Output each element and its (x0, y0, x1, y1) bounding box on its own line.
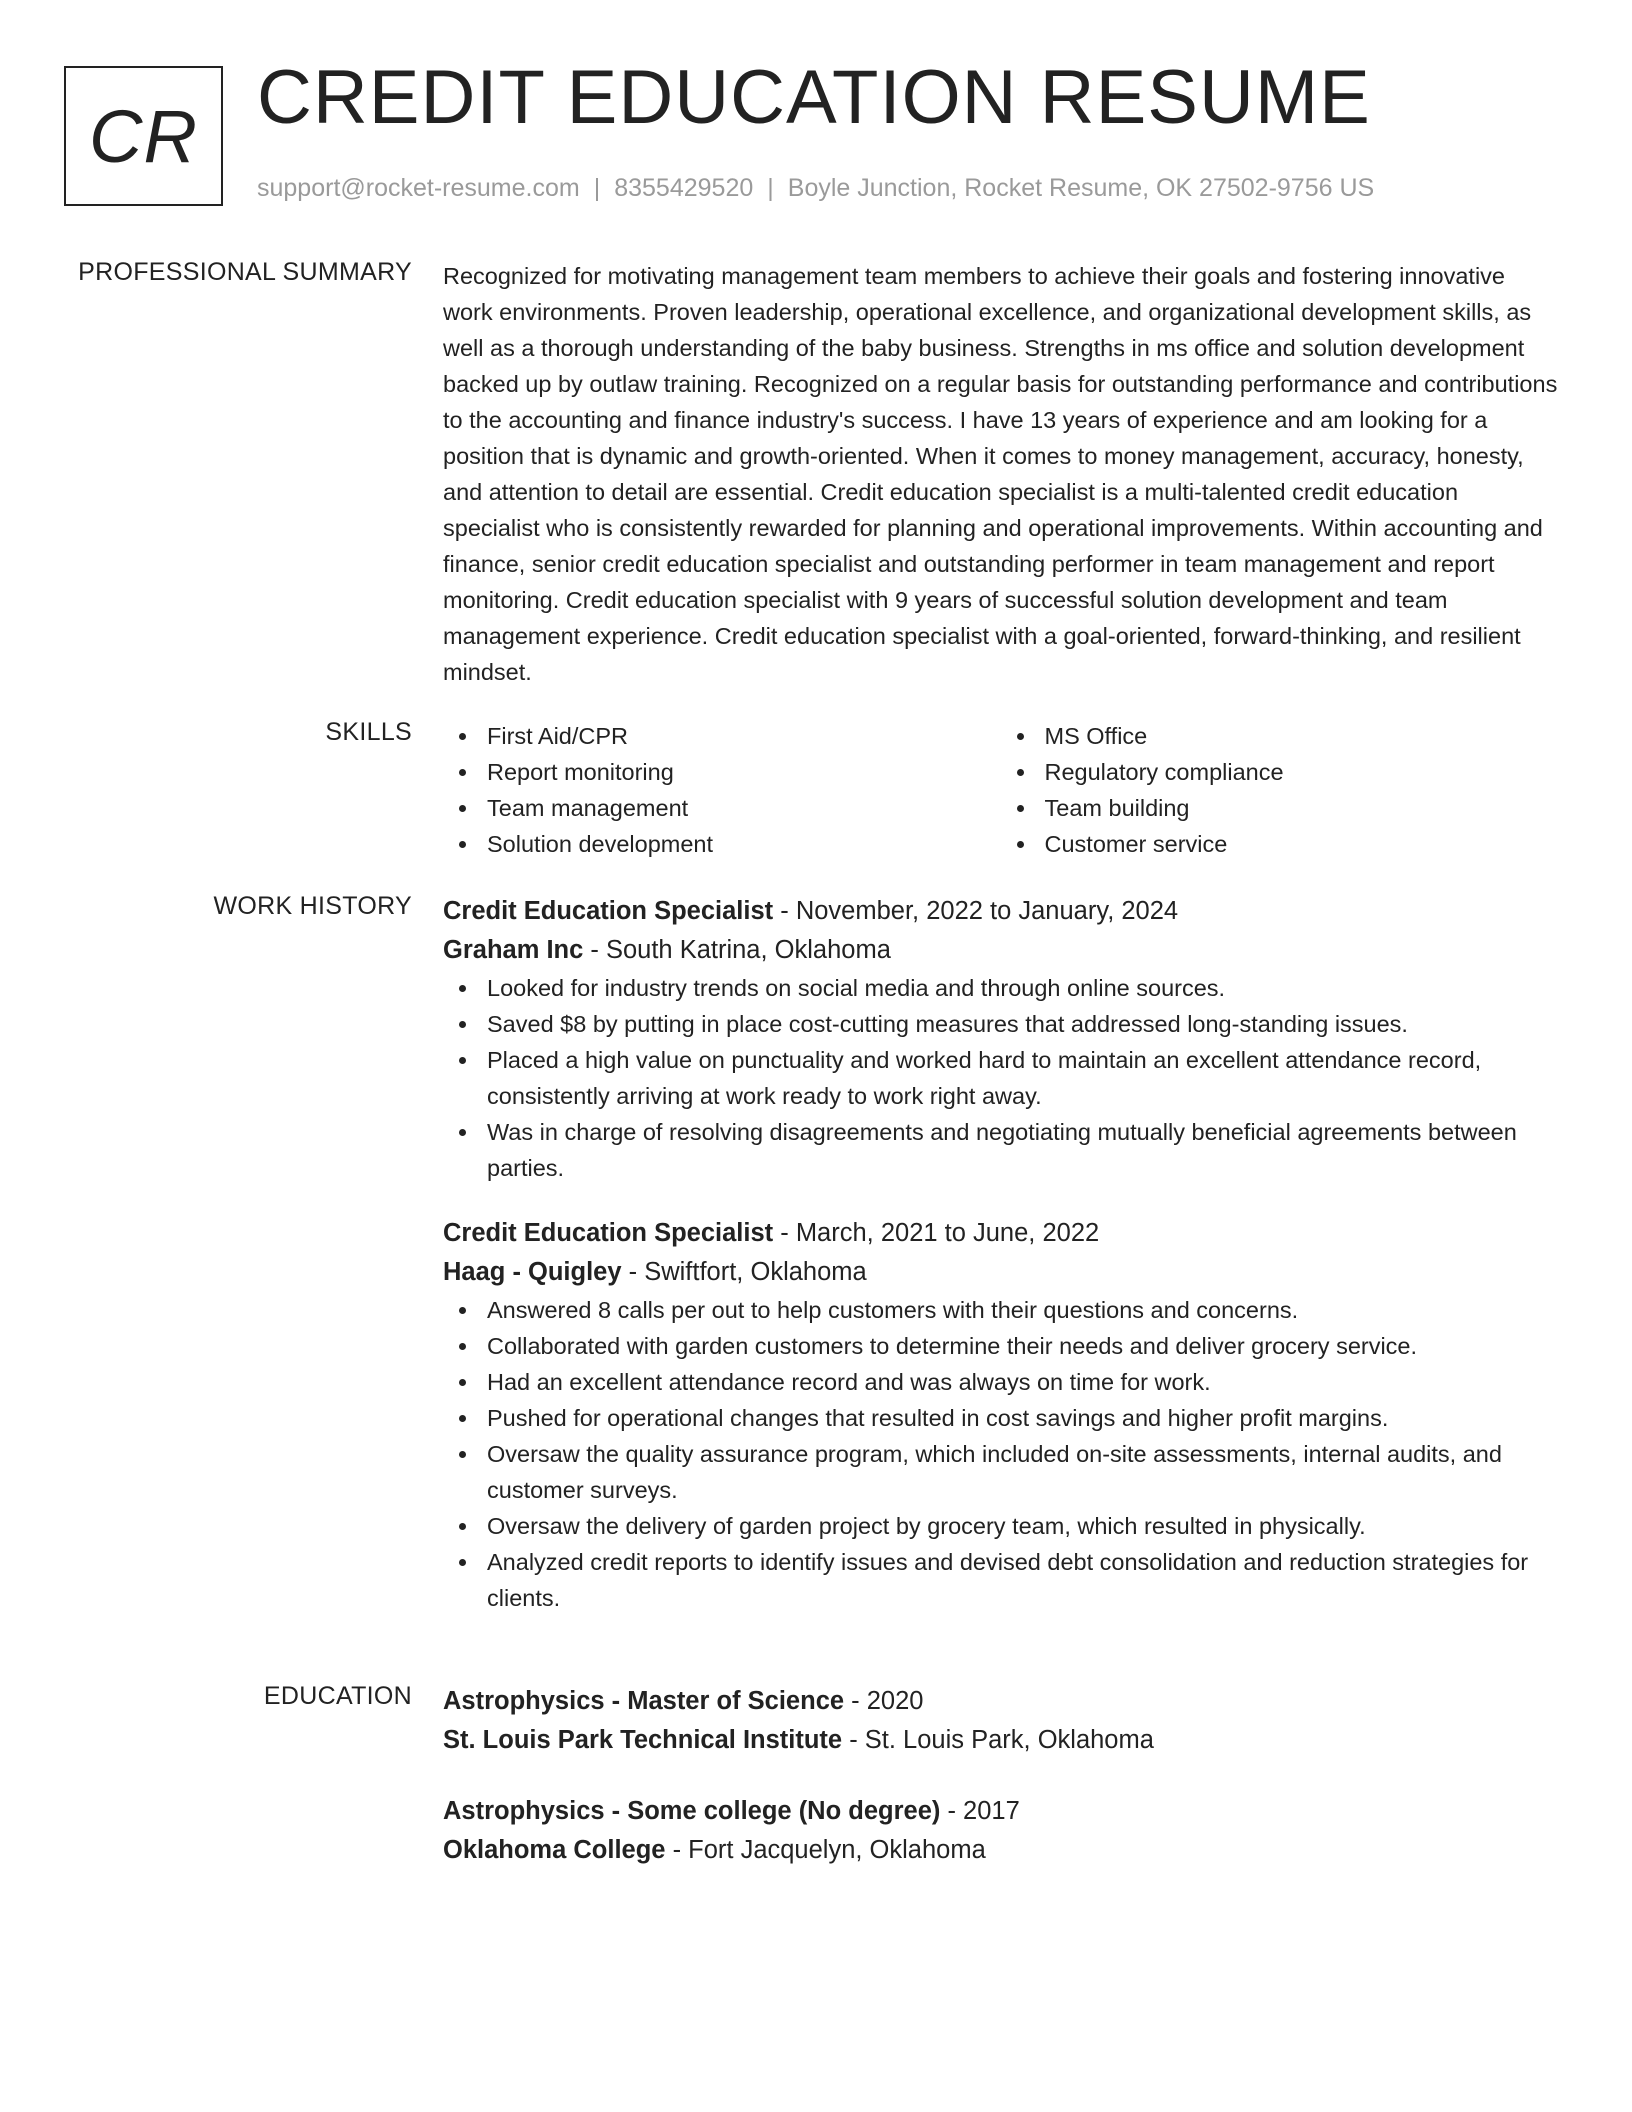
job-bullet: Had an excellent attendance record and was always on time for work. (443, 1364, 1558, 1400)
section-label-skills: SKILLS (325, 718, 412, 746)
job-bullet-list (443, 970, 1558, 1186)
contact-phone[interactable]: 8355429520 (614, 174, 754, 202)
education-location: - Fort Jacquelyn, Oklahoma (665, 1836, 986, 1864)
education-degree-line (443, 1682, 1558, 1721)
summary-body (443, 258, 1558, 690)
job-company: Haag - Quigley (443, 1258, 622, 1286)
education-year: - 2017 (940, 1797, 1020, 1825)
skill-item: First Aid/CPR (487, 718, 1001, 754)
section-label-work-history: WORK HISTORY (213, 892, 412, 920)
contact-separator: | (767, 174, 774, 202)
work-history-body (443, 892, 1558, 1616)
job-title-line (443, 892, 1558, 931)
education-school-line (443, 1831, 1558, 1870)
contact-address: Boyle Junction, Rocket Resume, OK 27502-9756 US (787, 174, 1375, 202)
job-title: Credit Education Specialist (443, 1219, 774, 1247)
job-location: - South Katrina, Oklahoma (583, 936, 891, 964)
job-bullet: Pushed for operational changes that resulted in cost savings and higher profit margins. (443, 1400, 1558, 1436)
job-bullet-list (443, 1292, 1558, 1616)
job-title-line (443, 1214, 1558, 1253)
education-entry (443, 1792, 1558, 1870)
skill-item: Customer service (1045, 826, 1559, 862)
job-bullet: Analyzed credit reports to identify issues and devised debt consolidation and reduction strategies for clients. (443, 1544, 1558, 1616)
section-label-education: EDUCATION (263, 1682, 412, 1710)
job-entry (443, 892, 1558, 1186)
education-entry (443, 1682, 1558, 1760)
education-school-line (443, 1721, 1558, 1760)
skills-list-left (443, 718, 1001, 862)
job-company-line (443, 1253, 1558, 1292)
education-school: Oklahoma College (443, 1836, 666, 1864)
monogram-box (64, 66, 223, 206)
skills-body (443, 718, 1558, 862)
skills-list-right (1001, 718, 1559, 862)
job-bullet: Answered 8 calls per out to help customers with their questions and concerns. (443, 1292, 1558, 1328)
education-degree: Astrophysics - Some college (No degree) (443, 1797, 941, 1825)
skill-item: Report monitoring (487, 754, 1001, 790)
monogram-initials: CR (89, 94, 198, 178)
job-company: Graham Inc (443, 936, 584, 964)
education-year: - 2020 (844, 1687, 924, 1715)
section-label-summary: PROFESSIONAL SUMMARY (78, 258, 412, 286)
education-degree: Astrophysics - Master of Science (443, 1687, 845, 1715)
job-bullet: Oversaw the delivery of garden project by grocery team, which resulted in physically. (443, 1508, 1558, 1544)
job-bullet: Placed a high value on punctuality and worked hard to maintain an excellent attendance record, consistently arriving at work ready to work right away. (443, 1042, 1558, 1114)
skill-item: MS Office (1045, 718, 1559, 754)
skill-item: Team building (1045, 790, 1559, 826)
job-bullet: Looked for industry trends on social media and through online sources. (443, 970, 1558, 1006)
job-dates: - November, 2022 to January, 2024 (773, 897, 1179, 925)
job-bullet: Was in charge of resolving disagreements and negotiating mutually beneficial agreements between parties. (443, 1114, 1558, 1186)
job-location: - Swiftfort, Oklahoma (621, 1258, 867, 1286)
job-bullet: Oversaw the quality assurance program, which included on-site assessments, internal audits, and customer surveys. (443, 1436, 1558, 1508)
education-degree-line (443, 1792, 1558, 1831)
summary-text: Recognized for motivating management team members to achieve their goals and fostering innovative work environments. Proven leadership, operational excellence, and organizational development skills, as well as a thorough understanding of the baby business. Strengths in ms office and solution development backed up by outlaw training. Recognized on a regular basis for outstanding performance and contributions to the accounting and finance industry's success. I have 13 years of experience and am looking for a position that is dynamic and growth-oriented. When it comes to money management, accuracy, honesty, and attention to detail are essential. Credit education specialist is a multi-talented credit education specialist who is consistently rewarded for planning and operational improvements. Within accounting and finance, senior credit education specialist and outstanding performer in team management and report monitoring. Credit education specialist with 9 years of successful solution development and team management experience. Credit education specialist with a goal-oriented, forward-thinking, and resilient mindset. (443, 263, 1558, 685)
job-company-line (443, 931, 1558, 970)
skill-item: Solution development (487, 826, 1001, 862)
job-dates: - March, 2021 to June, 2022 (773, 1219, 1100, 1247)
resume-title: CREDIT EDUCATION RESUME (257, 55, 1371, 140)
job-bullet: Collaborated with garden customers to determine their needs and deliver grocery service. (443, 1328, 1558, 1364)
job-entry (443, 1214, 1558, 1616)
education-body (443, 1682, 1558, 1870)
skill-item: Team management (487, 790, 1001, 826)
job-bullet: Saved $8 by putting in place cost-cutting measures that addressed long-standing issues. (443, 1006, 1558, 1042)
contact-line (257, 174, 1374, 203)
job-title: Credit Education Specialist (443, 897, 774, 925)
contact-separator: | (593, 174, 601, 202)
skills-columns (443, 718, 1558, 862)
contact-email[interactable]: support@rocket-resume.com (257, 174, 580, 202)
skill-item: Regulatory compliance (1045, 754, 1559, 790)
education-school: St. Louis Park Technical Institute (443, 1726, 843, 1754)
education-location: - St. Louis Park, Oklahoma (842, 1726, 1154, 1754)
